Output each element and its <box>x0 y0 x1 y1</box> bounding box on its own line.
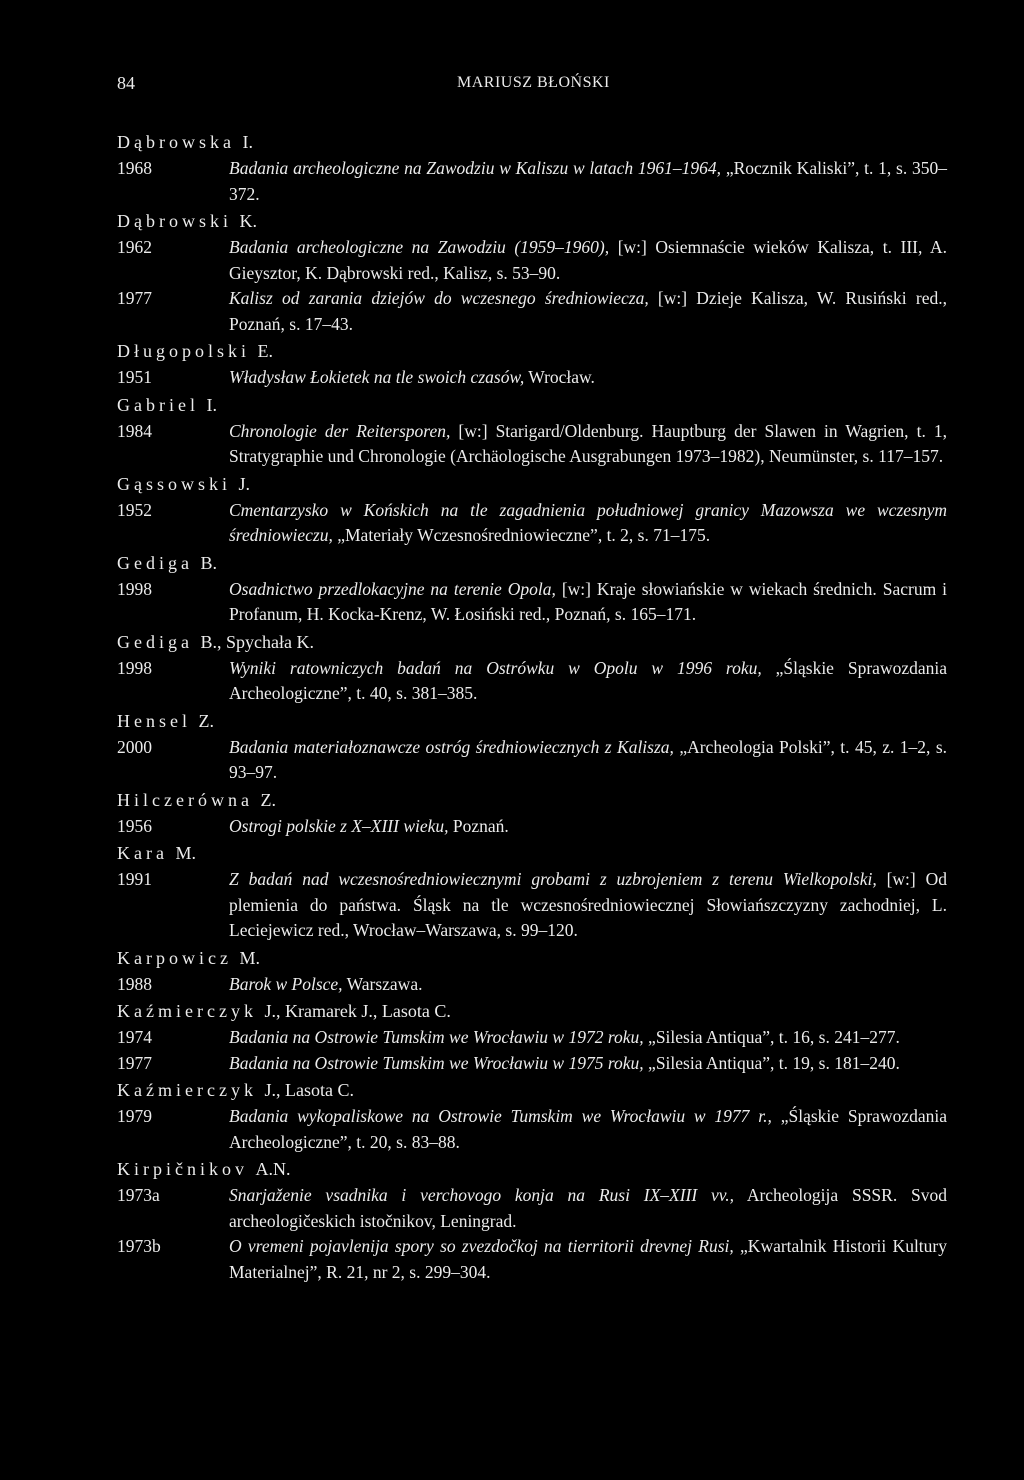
bibliography-entry <box>117 209 947 337</box>
author-initials: Z. <box>260 789 276 810</box>
bibliography-entry <box>117 946 947 998</box>
work-title: Badania wykopaliskowe na Ostrowie Tumskim we Wrocławiu w 1977 r., <box>229 1106 772 1126</box>
entry-author <box>117 999 947 1025</box>
entry-author <box>117 130 947 156</box>
entry-author <box>117 788 947 814</box>
work-row <box>117 419 947 470</box>
author-surname: Karpowicz <box>117 947 232 968</box>
work-details: „Silesia Antiqua”, t. 16, s. 241–277. <box>643 1027 900 1047</box>
work-citation <box>229 867 947 944</box>
work-row <box>117 1104 947 1155</box>
author-surname: Hilczerówna <box>117 789 253 810</box>
work-row <box>117 286 947 337</box>
work-year: 1991 <box>117 869 152 889</box>
author-initials: K. <box>239 211 257 231</box>
author-initials: E. <box>257 341 274 361</box>
author-initials: J., Lasota C. <box>264 1080 354 1100</box>
work-details: [w:] Dzieje Kalisza, W. Rusiński red., Poznań, s. 17–43. <box>229 288 947 334</box>
work-row <box>117 235 947 286</box>
work-year: 1974 <box>117 1027 152 1047</box>
entry-author <box>117 209 947 235</box>
work-row <box>117 1025 947 1051</box>
author-surname: Gąssowski <box>117 473 232 494</box>
author-initials: M. <box>175 843 196 863</box>
page-number: 84 <box>117 73 135 93</box>
work-citation <box>229 1234 947 1285</box>
work-title: Badania archeologiczne na Zawodziu w Kaliszu w latach 1961–1964, <box>229 158 722 178</box>
work-row <box>117 1051 947 1077</box>
author-surname: Kara <box>117 843 168 863</box>
work-citation <box>229 1183 947 1234</box>
work-year: 1973b <box>117 1236 161 1256</box>
work-details: „Śląskie Sprawozdania Archeologiczne”, t. 40, s. 381–385. <box>229 657 947 703</box>
work-year: 1968 <box>117 158 152 178</box>
author-surname: Gabriel <box>117 394 199 415</box>
work-year: 1977 <box>117 1052 152 1073</box>
author-initials: M. <box>239 947 260 968</box>
bibliography-entry <box>117 999 947 1076</box>
work-details: „Materiały Wczesnośredniowieczne”, t. 2, s. 71–175. <box>332 525 711 545</box>
bibliography-entry <box>117 788 947 840</box>
work-title: Barok w Polsce, <box>229 973 343 994</box>
author-surname: Gediga <box>117 552 193 573</box>
author-surname: Gediga <box>117 631 193 652</box>
work-title: O vremeni pojavlenija spory so zvezdočkoj na tierritorii drevnej Rusi, <box>229 1236 734 1256</box>
work-details: [w:] Osiemnaście wieków Kalisza, t. III, A. Gieysztor, K. Dąbrowski red., Kalisz, s. 53–90. <box>229 237 947 283</box>
work-title: Badania na Ostrowie Tumskim we Wrocławiu w 1975 roku, <box>229 1052 644 1073</box>
work-year: 1998 <box>117 657 152 678</box>
author-initials: Z. <box>198 710 214 731</box>
work-year: 2000 <box>117 736 152 757</box>
work-row <box>117 577 947 628</box>
work-citation <box>229 972 947 998</box>
work-details: [w:] Od plemienia do państwa. Śląsk na tle wczesnośredniowiecznej Słowiańszczyzny zachodniej, L. Leciejewicz red., Wrocław–Warszawa, s. 99–120. <box>229 869 947 940</box>
work-title: Władysław Łokietek na tle swoich czasów, <box>229 367 525 387</box>
entry-author <box>117 630 947 656</box>
work-title: Chronologie der Reitersporen, <box>229 420 451 441</box>
work-year: 1998 <box>117 578 152 599</box>
entry-author <box>117 393 947 419</box>
entry-author <box>117 551 947 577</box>
entry-author <box>117 841 947 867</box>
work-details: Warszawa. <box>342 973 423 994</box>
author-surname: Hensel <box>117 710 191 731</box>
work-row <box>117 1234 947 1285</box>
entry-author <box>117 1157 947 1183</box>
work-title: Cmentarzysko w Końskich na tle zagadnienia południowej granicy Mazowsza we wczesnym średniowieczu, <box>229 499 947 545</box>
author-surname: Dąbrowska <box>117 132 235 152</box>
work-year: 1956 <box>117 815 152 836</box>
work-details: Wrocław. <box>524 367 595 387</box>
work-details: [w:] Kraje słowiańskie w wiekach średnich. Sacrum i Profanum, H. Kocka-Krenz, W. Łosiński red., Poznań, s. 165–171. <box>229 578 947 624</box>
work-details: Archeologija SSSR. Svod archeologičeskich istočnikov, Leningrad. <box>229 1185 947 1231</box>
work-citation <box>229 1025 947 1051</box>
work-citation <box>229 735 947 786</box>
entry-author <box>117 339 947 365</box>
work-year: 1979 <box>117 1106 152 1126</box>
work-title: Wyniki ratowniczych badań na Ostrówku w Opolu w 1996 roku, <box>229 657 762 678</box>
work-row <box>117 972 947 998</box>
work-details: „Archeologia Polski”, t. 45, z. 1–2, s. 93–97. <box>229 736 947 782</box>
author-initials: A.N. <box>255 1159 291 1179</box>
work-row <box>117 814 947 840</box>
work-year: 1984 <box>117 420 152 441</box>
author-initials: J. <box>238 473 251 494</box>
work-title: Badania archeologiczne na Zawodziu (1959–1960), <box>229 237 610 257</box>
work-title: Kalisz od zarania dziejów do wczesnego średniowiecza, <box>229 288 649 308</box>
author-initials: I. <box>242 132 253 152</box>
work-citation <box>229 498 947 549</box>
work-row <box>117 1183 947 1234</box>
work-details: „Śląskie Sprawozdania Archeologiczne”, t. 20, s. 83–88. <box>229 1106 947 1152</box>
work-title: Ostrogi polskie z X–XIII wieku, <box>229 815 449 836</box>
work-row <box>117 656 947 707</box>
work-title: Badania materiałoznawcze ostróg średniowiecznych z Kalisza, <box>229 736 674 757</box>
entry-author <box>117 1078 947 1104</box>
work-citation <box>229 419 947 470</box>
work-citation <box>229 365 947 391</box>
work-details: „Rocznik Kaliski”, t. 1, s. 350–372. <box>229 158 948 204</box>
work-row <box>117 498 947 549</box>
entry-author <box>117 946 947 972</box>
work-row <box>117 156 947 207</box>
author-surname: Dąbrowski <box>117 211 232 231</box>
author-initials: B. <box>200 552 217 573</box>
work-row <box>117 867 947 944</box>
bibliography-entry <box>117 472 947 549</box>
work-details: „Kwartalnik Historii Kultury Materialnej”, R. 21, nr 2, s. 299–304. <box>229 1236 947 1282</box>
entry-author <box>117 472 947 498</box>
work-citation <box>229 656 947 707</box>
work-details: Poznań. <box>448 815 509 836</box>
entry-author <box>117 709 947 735</box>
bibliography-entry <box>117 339 947 391</box>
bibliography-entry <box>117 841 947 944</box>
work-citation <box>229 235 947 286</box>
work-year: 1973a <box>117 1185 160 1205</box>
work-title: Snarjaženie vsadnika i verchovogo konja na Rusi IX–XIII vv., <box>229 1185 734 1205</box>
work-title: Osadnictwo przedlokacyjne na terenie Opola, <box>229 578 556 599</box>
author-initials: J., Kramarek J., Lasota C. <box>264 1001 451 1021</box>
author-surname: Długopolski <box>117 341 251 361</box>
author-surname: Kirpičnikov <box>117 1159 248 1179</box>
work-year: 1962 <box>117 237 152 257</box>
author-initials: I. <box>206 394 217 415</box>
work-citation <box>229 1104 947 1155</box>
bibliography-entry <box>117 130 947 207</box>
bibliography-entry <box>117 551 947 628</box>
running-head: MARIUSZ BŁOŃSKI <box>457 74 610 91</box>
work-year: 1952 <box>117 499 152 520</box>
bibliography-entry <box>117 393 947 470</box>
work-citation <box>229 156 947 207</box>
work-row <box>117 735 947 786</box>
work-year: 1977 <box>117 288 152 308</box>
author-surname: Kaźmierczyk <box>117 1001 257 1021</box>
bibliography-list <box>117 130 947 1285</box>
bibliography-entry <box>117 630 947 707</box>
work-citation <box>229 577 947 628</box>
work-year: 1951 <box>117 367 152 387</box>
work-title: Z badań nad wczesnośredniowiecznymi grobami z uzbrojeniem z terenu Wielkopolski, <box>229 869 877 889</box>
work-details: [w:] Starigard/Oldenburg. Hauptburg der Slawen in Wagrien, t. 1, Stratygraphie und Chronologie (Archäologische Ausgrabungen 1973–1982), Neumünster, s. 117–157. <box>229 420 947 466</box>
author-surname: Kaźmierczyk <box>117 1080 257 1100</box>
bibliography-entry <box>117 709 947 786</box>
work-details: „Silesia Antiqua”, t. 19, s. 181–240. <box>643 1052 900 1073</box>
bibliography-entry <box>117 1078 947 1155</box>
work-citation <box>229 286 947 337</box>
author-initials: B., Spychała K. <box>200 631 314 652</box>
bibliography-entry <box>117 1157 947 1285</box>
work-year: 1988 <box>117 973 152 994</box>
work-row <box>117 365 947 391</box>
work-citation <box>229 814 947 840</box>
work-title: Badania na Ostrowie Tumskim we Wrocławiu w 1972 roku, <box>229 1027 644 1047</box>
work-citation <box>229 1051 947 1077</box>
